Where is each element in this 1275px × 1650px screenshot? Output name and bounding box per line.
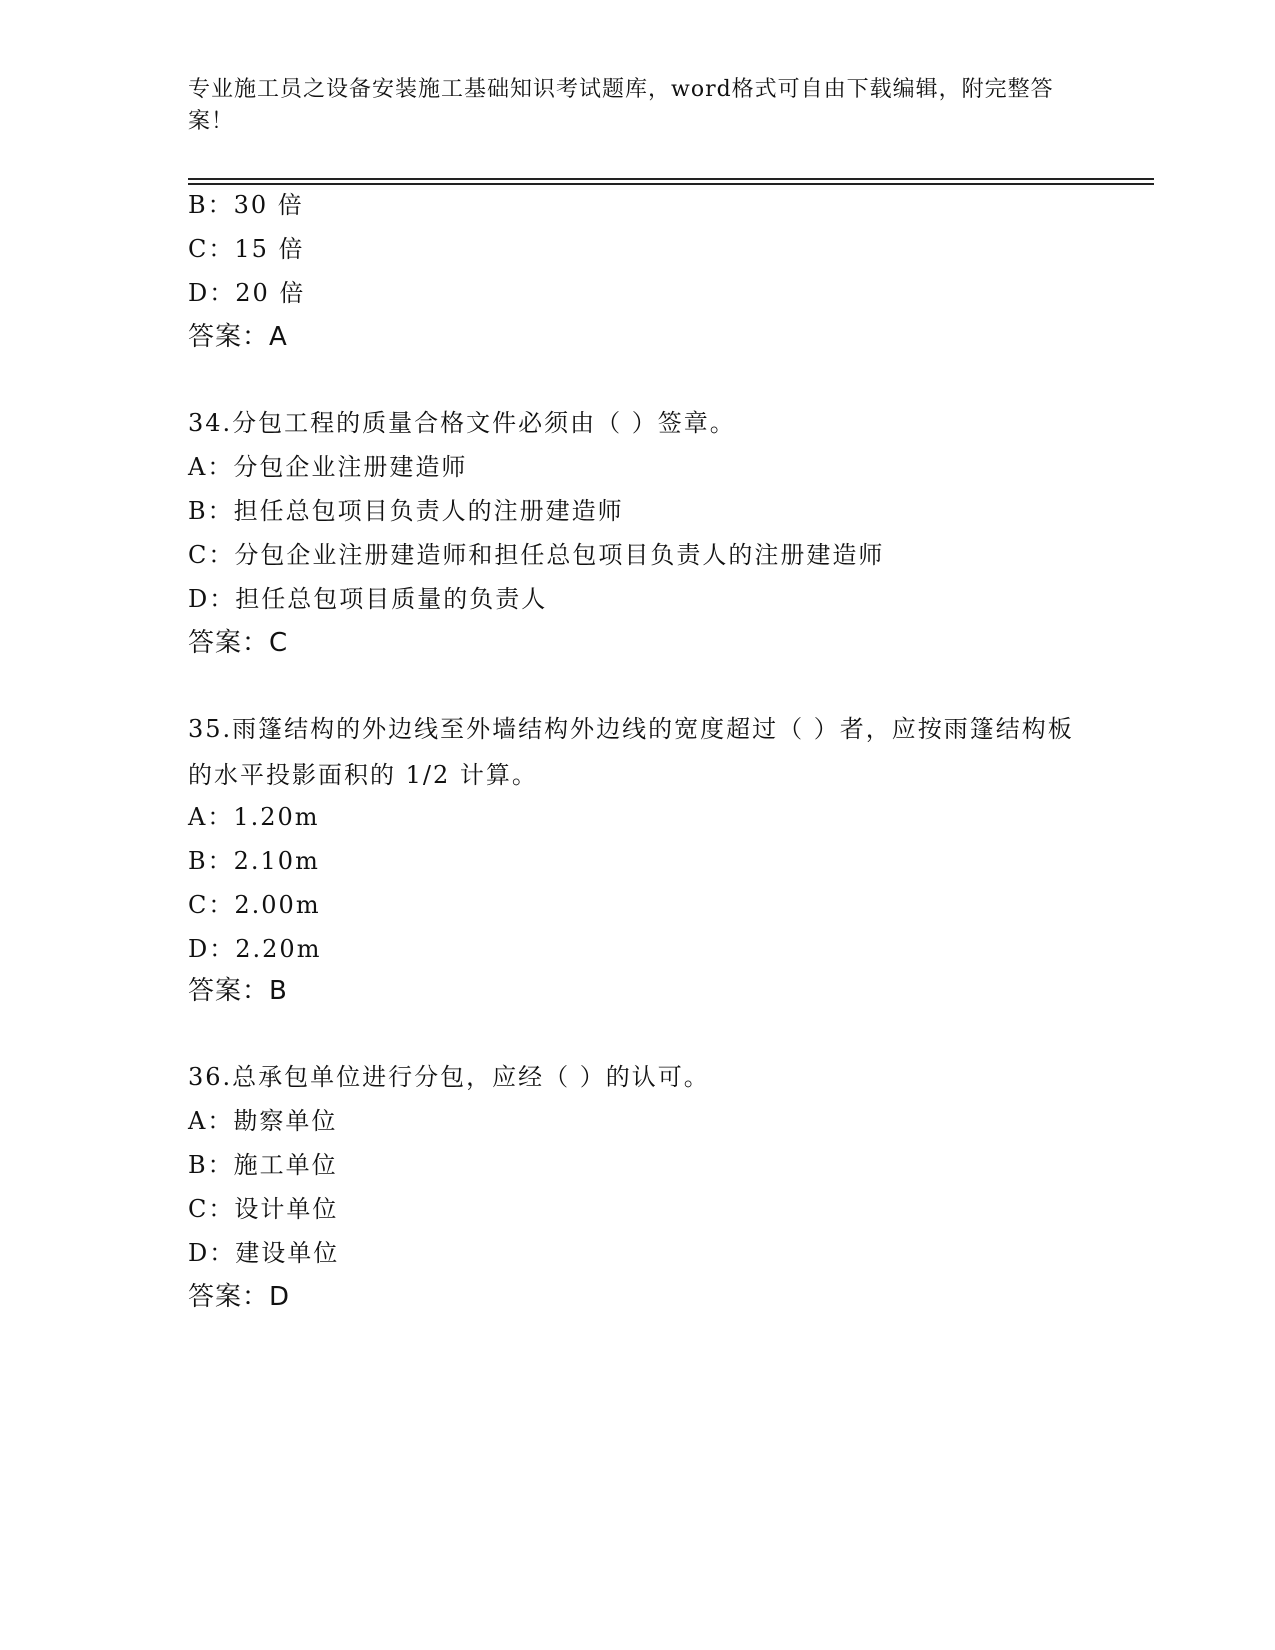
q36-answer: 答案：D	[188, 1282, 291, 1312]
q33-option-d	[188, 278, 305, 308]
q33-option-b	[188, 190, 304, 220]
q34-answer: 答案：C	[188, 628, 289, 658]
option-label: A：	[188, 1107, 234, 1135]
q34-option-a	[188, 452, 467, 482]
option-text: 1.20m	[233, 803, 320, 831]
option-text: 建设单位	[235, 1239, 340, 1267]
option-text: 20 倍	[235, 279, 306, 307]
option-label: B：	[188, 191, 234, 219]
option-text: 15 倍	[234, 235, 305, 263]
option-text: 2.10m	[233, 847, 320, 875]
document-header: 专业施工员之设备安装施工基础知识考试题库，word格式可自由下载编辑，附完整答案！	[188, 77, 1054, 134]
q33-option-c	[188, 234, 305, 264]
option-label: C：	[188, 891, 235, 919]
q34-option-c	[188, 540, 884, 570]
option-label: D：	[188, 279, 236, 307]
q35-answer: 答案：B	[188, 976, 288, 1006]
q33-answer: 答案：A	[188, 322, 288, 352]
header-rule-bottom	[188, 183, 1154, 185]
option-text: 设计单位	[234, 1195, 339, 1223]
option-label: A：	[188, 803, 234, 831]
q35-option-a	[188, 802, 320, 832]
q34-option-d	[188, 584, 547, 614]
option-text: 担任总包项目负责人的注册建造师	[233, 497, 624, 525]
option-label: B：	[188, 497, 234, 525]
q35-option-c	[188, 890, 321, 920]
option-label: D：	[188, 935, 236, 963]
q36-option-b	[188, 1150, 338, 1180]
option-label: D：	[188, 1239, 236, 1267]
option-text: 勘察单位	[233, 1107, 338, 1135]
q35-option-b	[188, 846, 320, 876]
option-text: 担任总包项目质量的负责人	[235, 585, 548, 613]
q35-option-d	[188, 934, 321, 964]
q36-option-a	[188, 1106, 337, 1136]
q36-question: 36.总承包单位进行分包，应经（ ）的认可。	[188, 1063, 710, 1091]
option-label: D：	[188, 585, 236, 613]
q36-option-c	[188, 1194, 338, 1224]
option-label: B：	[188, 1151, 234, 1179]
option-label: C：	[188, 235, 235, 263]
option-label: C：	[188, 541, 235, 569]
option-text: 30 倍	[233, 191, 304, 219]
header-rule-top	[188, 178, 1154, 180]
option-label: C：	[188, 1195, 235, 1223]
q34-question: 34.分包工程的质量合格文件必须由（ ）签章。	[188, 409, 736, 437]
option-text: 施工单位	[233, 1151, 338, 1179]
option-text: 分包企业注册建造师	[233, 453, 468, 481]
option-label: B：	[188, 847, 234, 875]
q34-option-b	[188, 496, 624, 526]
option-label: A：	[188, 453, 234, 481]
q36-option-d	[188, 1238, 339, 1268]
option-text: 2.00m	[234, 891, 321, 919]
option-text: 分包企业注册建造师和担任总包项目负责人的注册建造师	[234, 541, 885, 569]
option-text: 2.20m	[235, 935, 322, 963]
q35-question: 35.雨篷结构的外边线至外墙结构外边线的宽度超过（ ）者，应按雨篷结构板的水平投影面积的 1/2 计算。	[188, 715, 1074, 789]
